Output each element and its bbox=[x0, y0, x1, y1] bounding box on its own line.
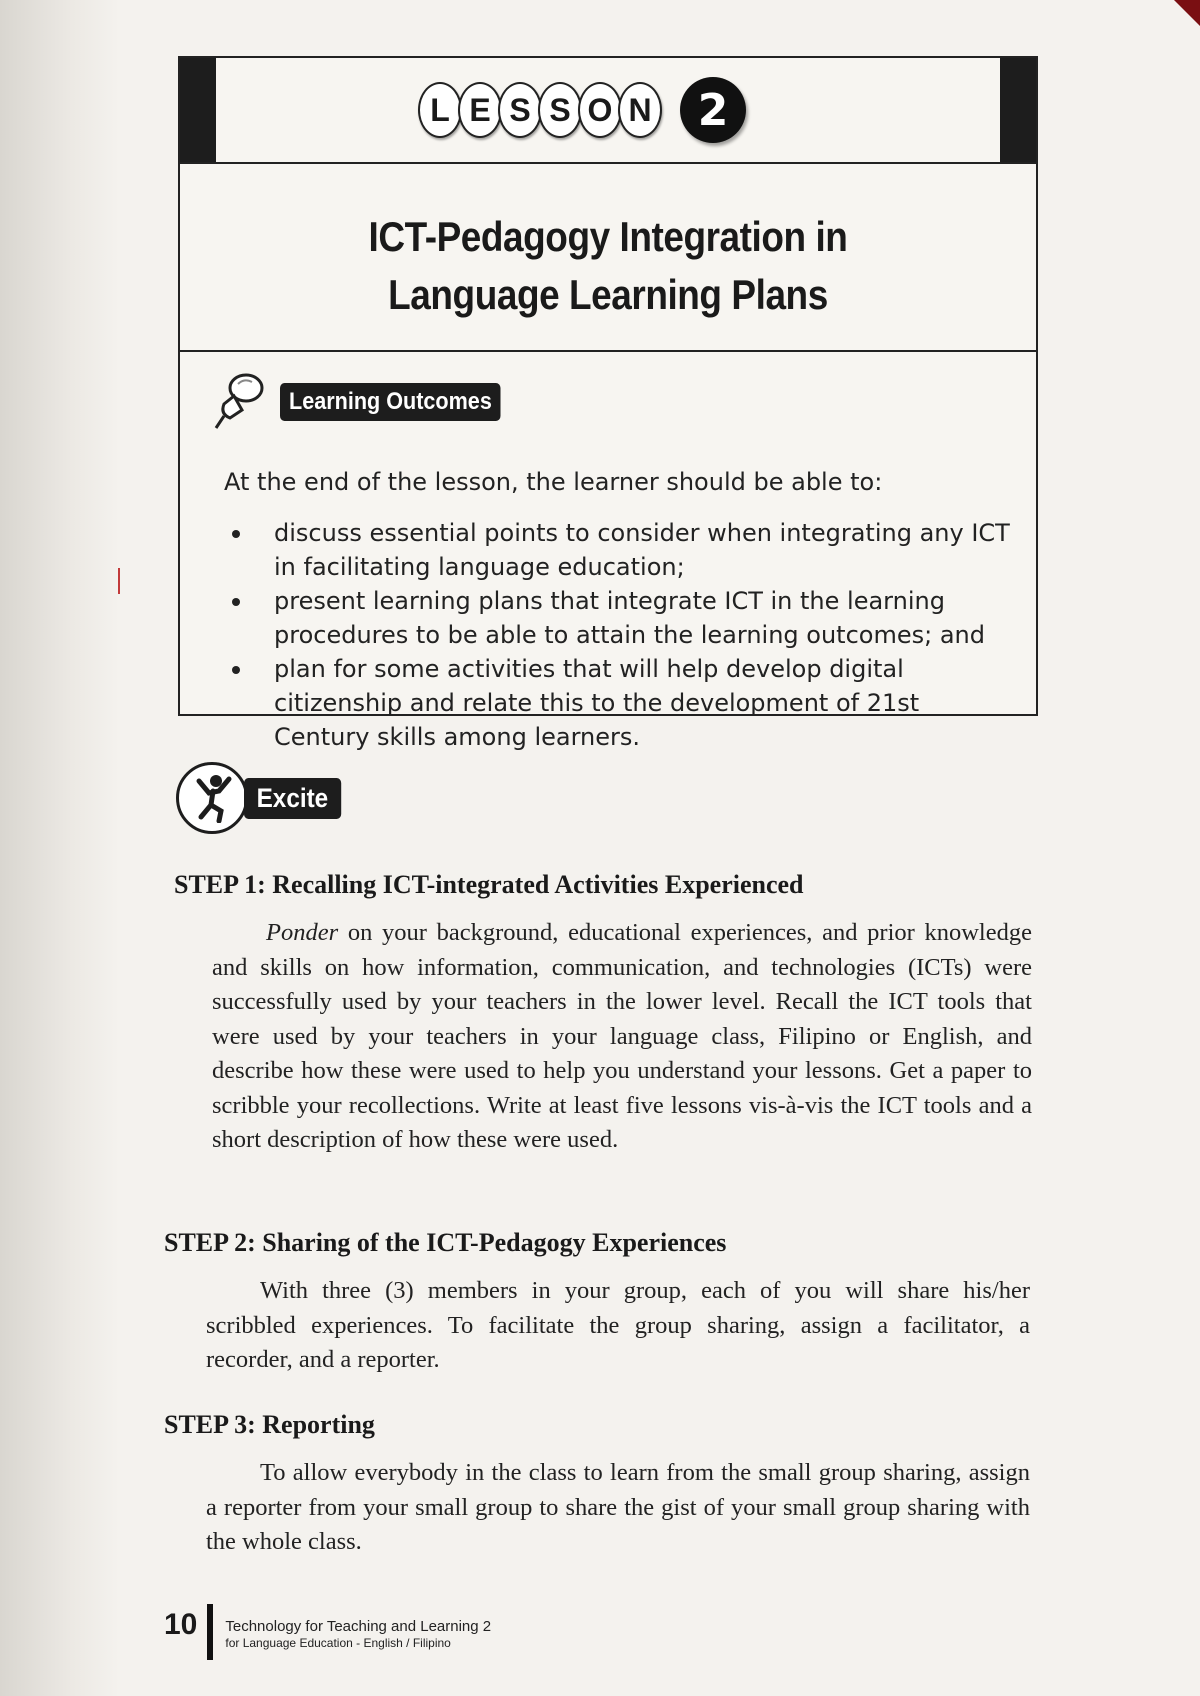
step-2-heading: STEP 2: Sharing of the ICT-Pedagogy Experiences bbox=[164, 1228, 727, 1257]
pushpin-icon bbox=[210, 370, 270, 434]
lesson-title-line-2: Language Learning Plans bbox=[388, 271, 828, 318]
page-edge-shadow bbox=[0, 0, 120, 1696]
excite-header bbox=[176, 762, 352, 834]
lesson-letter: O bbox=[578, 82, 622, 138]
lesson-title-line-1: ICT-Pedagogy Integration in bbox=[368, 213, 848, 260]
step-1-body bbox=[212, 916, 1032, 1158]
jumping-person-icon bbox=[176, 762, 248, 834]
banner-bar-left bbox=[180, 58, 216, 162]
step-3-body bbox=[206, 1456, 1030, 1560]
lesson-letter: S bbox=[498, 82, 542, 138]
step-2-text: With three (3) members in your group, each of you will share his/her scribbled experiences. To facilitate the group sharing, assign a facilitator, a recorder, and a reporter. bbox=[206, 1277, 1030, 1373]
outcomes-intro: At the end of the lesson, the learner should be able to: bbox=[224, 468, 883, 496]
page-number: 10 bbox=[164, 1608, 198, 1641]
list-item: plan for some activities that will help develop digital citizenship and relate this to the development of 21st Century skills among learners. bbox=[224, 652, 1018, 754]
step-1-text: on your background, educational experiences, and prior knowledge and skills on how information, communication, and technologies (ICTs) were successfully used by your teachers in the lower level. Recall the ICT tools that were used by your teachers in your language class, Filipino or English, and describe how these were used to help you understand your lessons. Get a paper to scribble your recollections. Write at least five lessons vis-à-vis the ICT tools and a short description of how these were used. bbox=[212, 919, 1032, 1153]
list-item: present learning plans that integrate ICT in the learning procedures to be able to attain the learning outcomes; and bbox=[224, 584, 1018, 652]
banner-bar-right bbox=[1000, 58, 1036, 162]
lesson-title bbox=[180, 162, 1036, 352]
lesson-letter: S bbox=[538, 82, 582, 138]
learning-outcomes-header bbox=[210, 370, 525, 434]
lesson-letter: N bbox=[618, 82, 662, 138]
lesson-letter: L bbox=[418, 82, 462, 138]
list-item: discuss essential points to consider when integrating any ICT in facilitating language education; bbox=[224, 516, 1018, 584]
learning-outcomes-label: Learning Outcomes bbox=[280, 383, 501, 421]
footer-divider bbox=[207, 1604, 213, 1660]
step-3-text: To allow everybody in the class to learn from the small group sharing, assign a reporter from your small group to share the gist of your small group sharing with the whole class. bbox=[206, 1459, 1030, 1555]
margin-mark bbox=[118, 568, 120, 594]
lesson-header-box bbox=[178, 56, 1038, 751]
corner-mark bbox=[1174, 0, 1200, 26]
lesson-banner bbox=[180, 58, 1036, 164]
step-2-body bbox=[206, 1274, 1030, 1378]
page-footer bbox=[164, 1604, 491, 1660]
step-1-lead-word: Ponder bbox=[266, 919, 339, 946]
step-1-heading: STEP 1: Recalling ICT-integrated Activities Experienced bbox=[174, 870, 804, 899]
lesson-letter: E bbox=[458, 82, 502, 138]
outcomes-list bbox=[224, 516, 1018, 754]
lesson-number: 2 bbox=[680, 77, 746, 143]
excite-label: Excite bbox=[244, 778, 341, 819]
footer-book-title: Technology for Teaching and Learning 2 bbox=[225, 1618, 492, 1635]
footer-book-info bbox=[225, 1618, 491, 1651]
step-3-heading: STEP 3: Reporting bbox=[164, 1410, 375, 1439]
lesson-word bbox=[418, 72, 746, 148]
footer-book-subtitle: for Language Education - English / Filipino bbox=[225, 1636, 451, 1650]
